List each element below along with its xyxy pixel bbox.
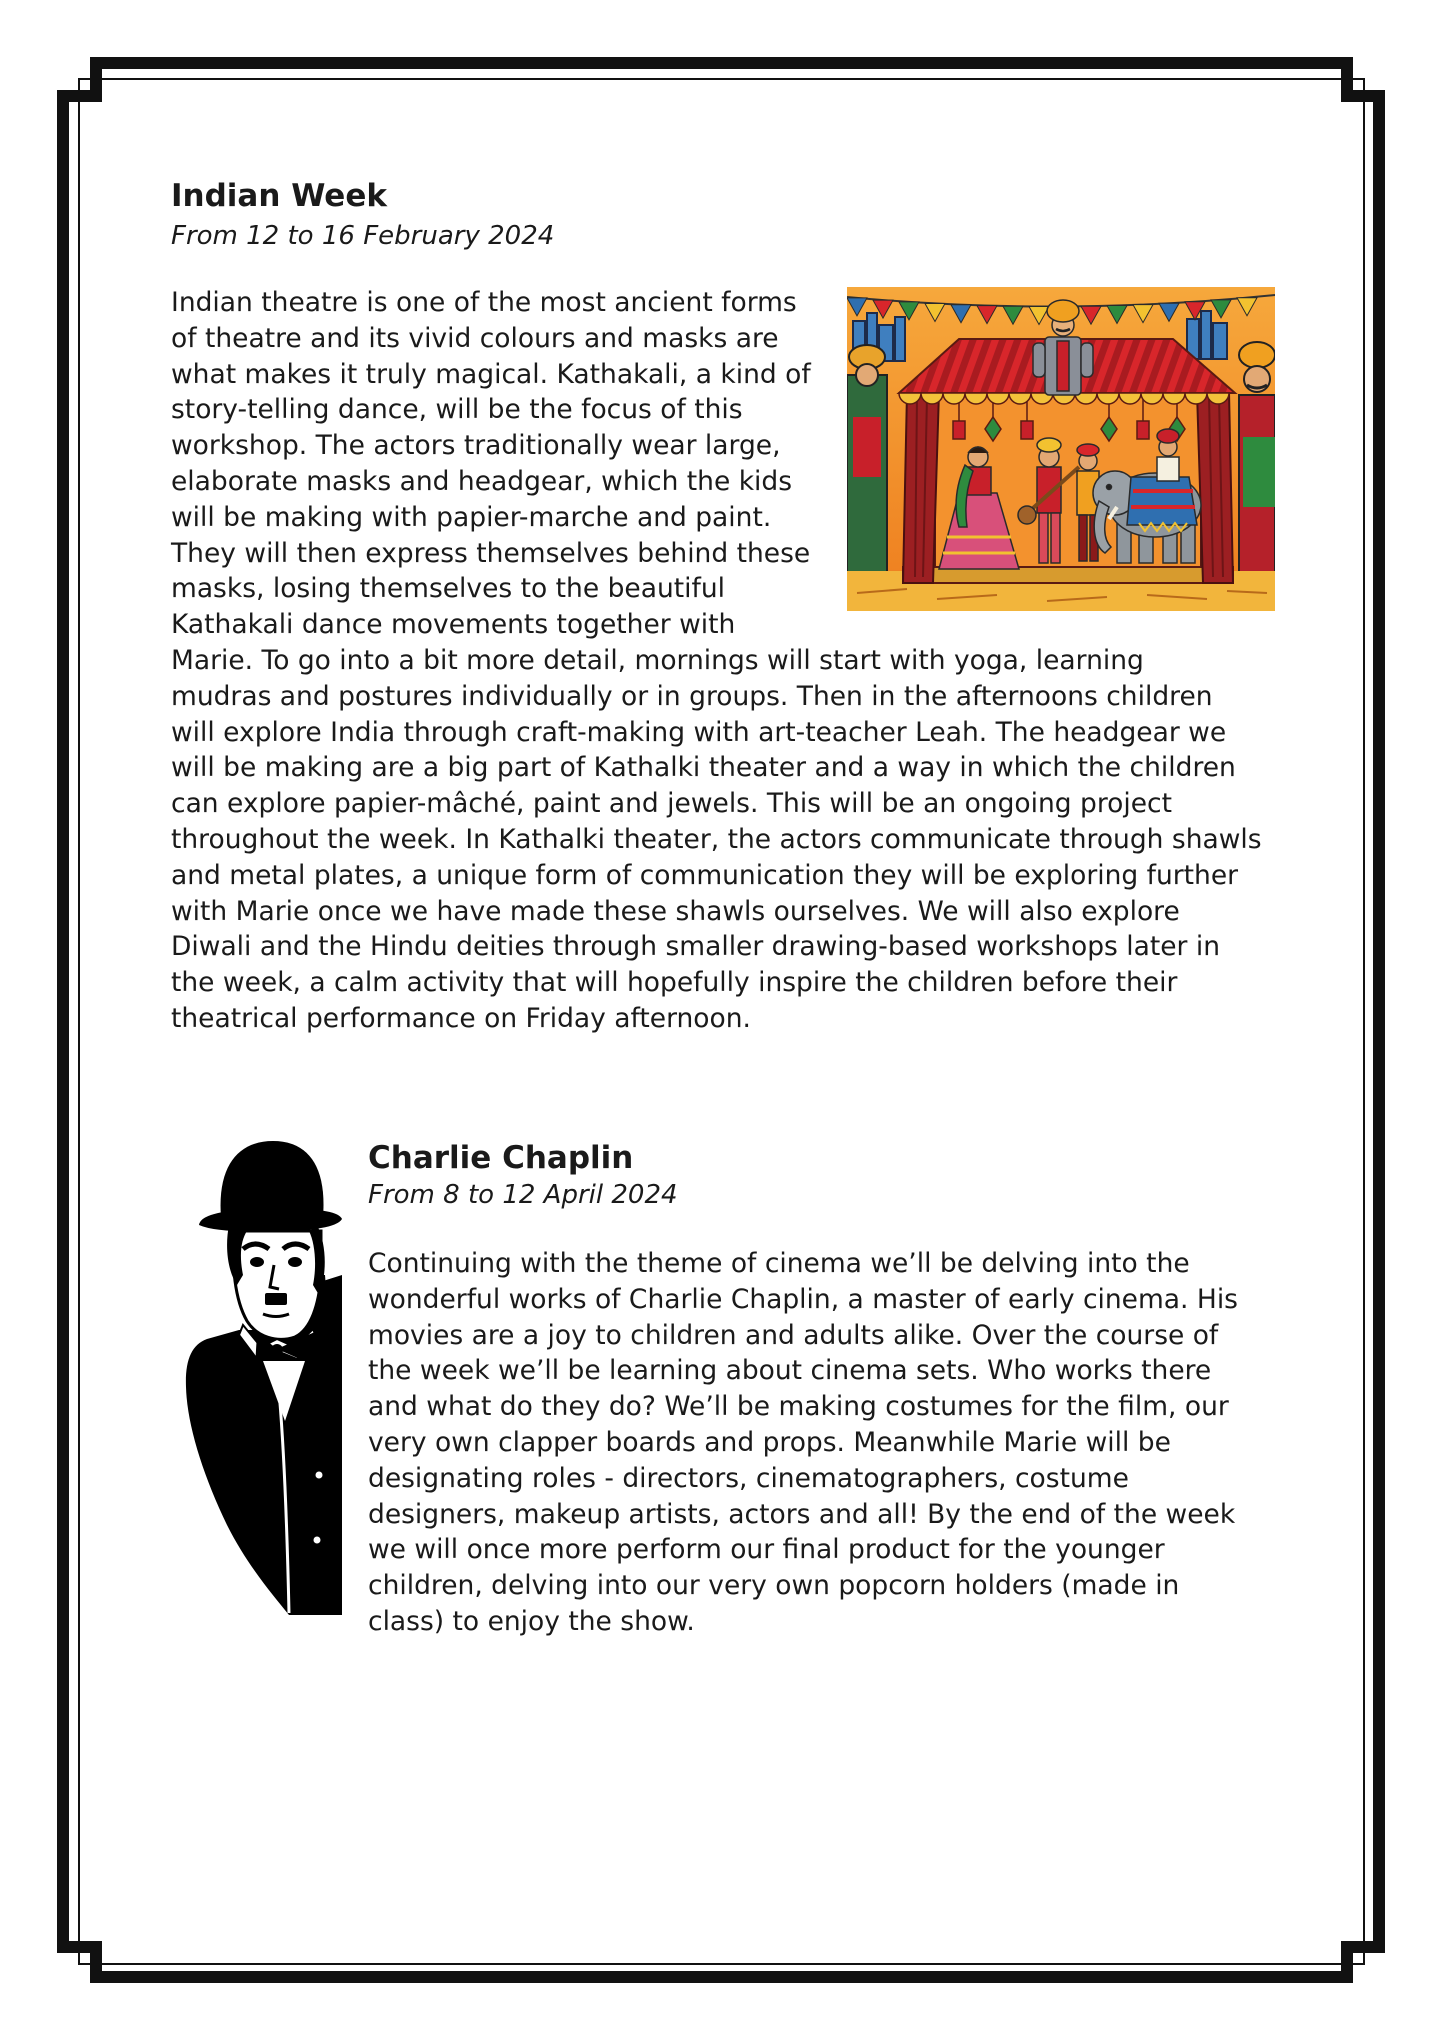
paragraph-line: designating roles - directors, cinematographers, costume xyxy=(368,1462,1129,1494)
paragraph-line: very own clapper boards and props. Meanwhile Marie will be xyxy=(368,1426,1171,1458)
paragraph-line: theatrical performance on Friday afternoon. xyxy=(171,1002,751,1034)
paragraph-line: masks, losing themselves to the beautiful xyxy=(171,573,725,605)
paragraph-line: movies are a joy to children and adults alike. Over the course of xyxy=(368,1319,1219,1351)
page-border-corner xyxy=(57,90,102,102)
paragraph-line: wonderful works of Charlie Chaplin, a master of early cinema. His xyxy=(368,1283,1238,1315)
paragraph-line: will be making are a big part of Kathalki theater and a way in which the children xyxy=(171,752,1236,784)
paragraph-line: will be making with papier-marche and paint. xyxy=(171,501,772,533)
paragraph-line: can explore papier-mâché, paint and jewels. This will be an ongoing project xyxy=(171,788,1173,820)
paragraph-line: the week we’ll be learning about cinema sets. Who works there xyxy=(368,1355,1212,1387)
page-border-corner xyxy=(1341,90,1385,102)
paragraph-line: Indian theatre is one of the most ancient forms xyxy=(171,287,797,318)
paragraph-line: They will then express themselves behind these xyxy=(171,537,811,569)
paragraph-line: mudras and postures individually or in groups. Then in the afternoons children xyxy=(171,680,1213,712)
section-title: Indian Week xyxy=(171,178,387,214)
paragraph-line: and what do they do? We’ll be making costumes for the film, our xyxy=(368,1391,1229,1423)
paragraph-line: the week, a calm activity that will hopefully inspire the children before their xyxy=(171,967,1178,999)
paragraph-line: elaborate masks and headgear, which the kids xyxy=(171,465,793,497)
charlie-chaplin-illustration xyxy=(177,1125,342,1615)
section-dates: From 8 to 12 April 2024 xyxy=(368,1180,678,1210)
paragraph-line: will explore India through craft-making with art-teacher Leah. The headgear we xyxy=(171,716,1227,748)
page-border-corner xyxy=(1341,1941,1385,1953)
paragraph-line: class) to enjoy the show. xyxy=(368,1605,695,1637)
paragraph-line: and metal plates, a unique form of communication they will be exploring further xyxy=(171,859,1239,891)
page-border-top xyxy=(102,57,1341,69)
page-border-corner xyxy=(57,1941,102,1953)
paragraph-line: we will once more perform our final product for the younger xyxy=(368,1534,1165,1566)
page-border-right xyxy=(1373,102,1385,1941)
paragraph-line: story-telling dance, will be the focus of this xyxy=(171,394,743,426)
paragraph-line: with Marie once we have made these shawls ourselves. We will also explore xyxy=(171,895,1180,927)
paragraph-line: workshop. The actors traditionally wear large, xyxy=(171,430,781,462)
page-border-bottom xyxy=(102,1971,1341,1983)
indian-week-description xyxy=(171,285,1262,1037)
charlie-chaplin-description xyxy=(368,1246,1238,1640)
paragraph-line: what makes it truly magical. Kathakali, a kind of xyxy=(171,358,811,390)
paragraph-line: Continuing with the theme of cinema we’ll be delving into the xyxy=(368,1248,1190,1279)
paragraph-line: designers, makeup artists, actors and all! By the end of the week xyxy=(368,1498,1236,1530)
paragraph-line: Kathakali dance movements together with xyxy=(171,609,736,641)
paragraph-line: throughout the week. In Kathalki theater, the actors communicate through shawls xyxy=(171,823,1262,855)
paragraph-line: Diwali and the Hindu deities through smaller drawing-based workshops later in xyxy=(171,931,1221,963)
paragraph-line: of theatre and its vivid colours and masks are xyxy=(171,322,779,354)
bowler-hat xyxy=(199,1141,342,1231)
paragraph-line: children, delving into our very own popcorn holders (made in xyxy=(368,1570,1180,1602)
section-title: Charlie Chaplin xyxy=(368,1140,634,1176)
paragraph-line: Marie. To go into a bit more detail, mornings will start with yoga, learning xyxy=(171,644,1144,676)
page-border-left xyxy=(57,102,69,1941)
chaplin-face xyxy=(227,1225,326,1339)
section-dates: From 12 to 16 February 2024 xyxy=(171,221,555,251)
